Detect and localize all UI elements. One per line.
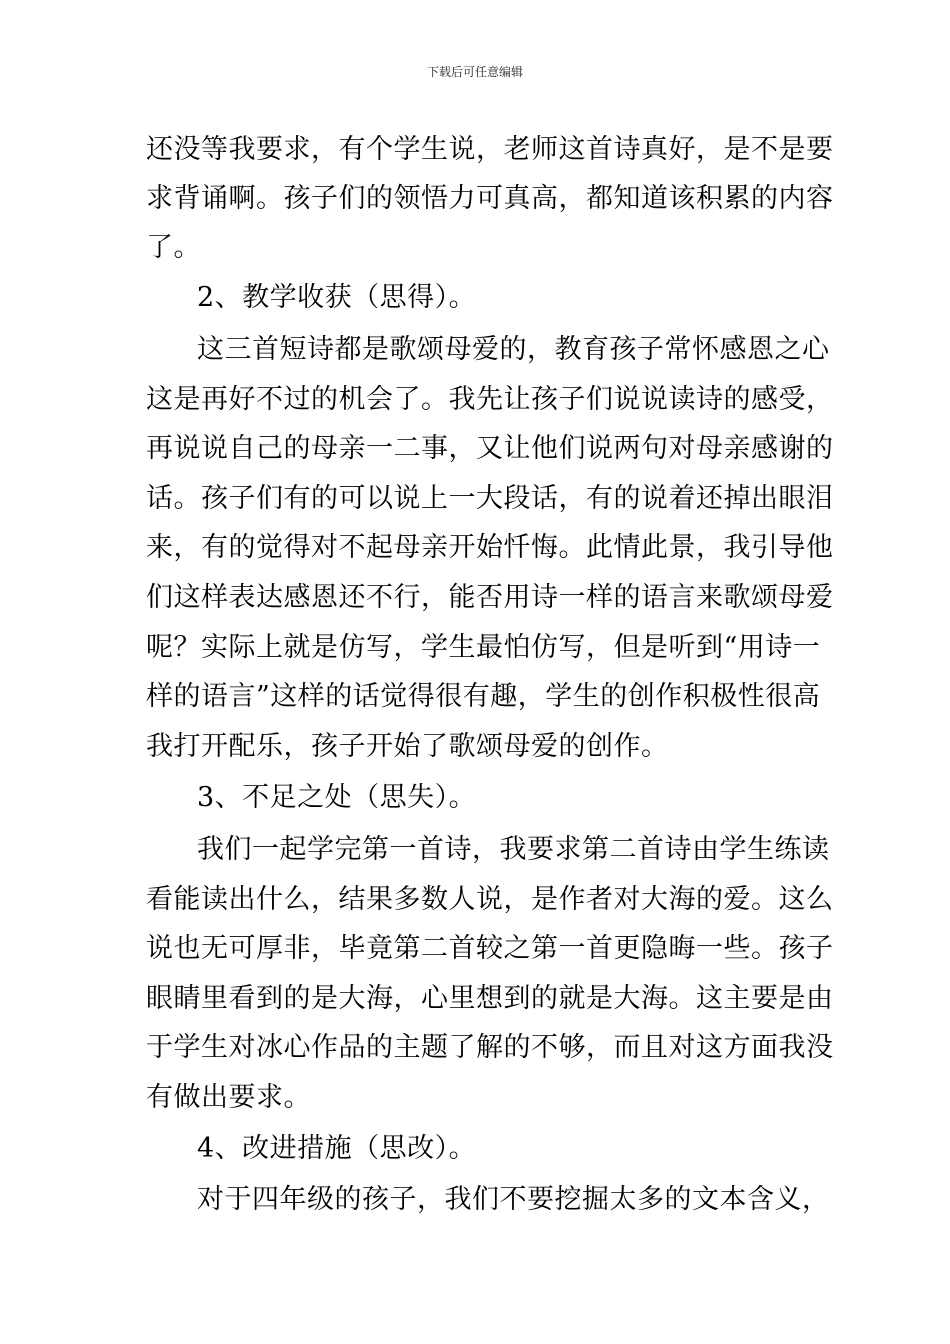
section-heading-shortcomings: 3、不足之处（思失）。 xyxy=(197,782,477,813)
paragraph-line: 这三首短诗都是歌颂母爱的，教育孩子常怀感恩之心 xyxy=(197,334,830,365)
paragraph-line: 话。孩子们有的可以说上一大段话，有的说着还掉出眼泪 xyxy=(146,483,834,514)
paragraph-line: 对于四年级的孩子，我们不要挖掘太多的文本含义， xyxy=(197,1184,830,1215)
section-heading-gains: 2、教学收获（思得）。 xyxy=(197,282,477,313)
paragraph-line: 再说说自己的母亲一二事，又让他们说两句对母亲感谢的 xyxy=(146,433,834,464)
paragraph-line: 们这样表达感恩还不行，能否用诗一样的语言来歌颂母爱 xyxy=(146,582,834,613)
paragraph-line: 看能读出什么，结果多数人说，是作者对大海的爱。这么 xyxy=(146,884,834,915)
page-header-note: 下载后可任意编辑 xyxy=(426,65,523,79)
paragraph-line: 这是再好不过的机会了。我先让孩子们说说读诗的感受， xyxy=(146,384,834,415)
paragraph-line: 有做出要求。 xyxy=(146,1082,311,1113)
paragraph-line: 我打开配乐，孩子开始了歌颂母爱的创作。 xyxy=(146,731,669,762)
paragraph-line: 于学生对冰心作品的主题了解的不够，而且对这方面我没 xyxy=(146,1032,834,1063)
paragraph-line: 呢？实际上就是仿写，学生最怕仿写，但是听到“用诗一 xyxy=(146,632,821,663)
paragraph-line: 求背诵啊。孩子们的领悟力可真高，都知道该积累的内容 xyxy=(146,183,834,214)
paragraph-line: 说也无可厚非，毕竟第二首较之第一首更隐晦一些。孩子 xyxy=(146,933,834,964)
paragraph-line: 样的语言”这样的话觉得很有趣，学生的创作积极性很高 xyxy=(146,681,821,712)
section-heading-improvements: 4、改进措施（思改）。 xyxy=(197,1133,477,1164)
paragraph-line: 眼睛里看到的是大海，心里想到的就是大海。这主要是由 xyxy=(146,983,834,1014)
paragraph-line: 来，有的觉得对不起母亲开始忏悔。此情此景，我引导他 xyxy=(146,532,834,563)
paragraph-line: 了。 xyxy=(146,232,201,263)
paragraph-line: 我们一起学完第一首诗，我要求第二首诗由学生练读 xyxy=(197,834,830,865)
paragraph-line: 还没等我要求，有个学生说，老师这首诗真好，是不是要 xyxy=(146,134,834,165)
